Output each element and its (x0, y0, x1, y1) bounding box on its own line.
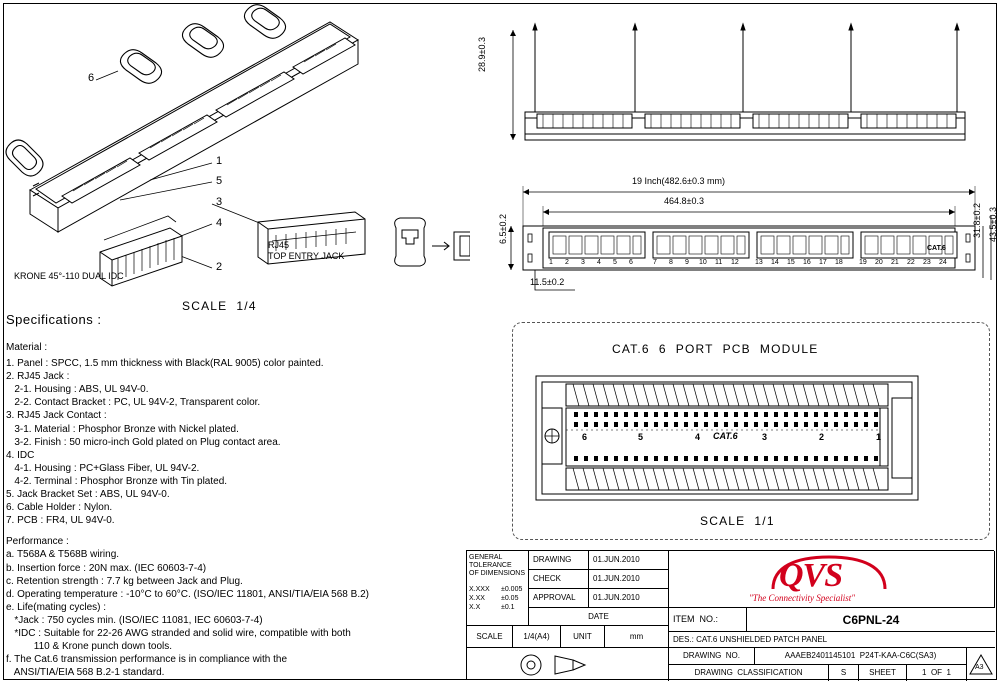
classification-value: S (829, 665, 859, 681)
port-num: 1 (549, 259, 553, 266)
sheet-size-cell (967, 648, 995, 681)
port-num: 10 (699, 259, 707, 266)
tol-key: X.XXX (469, 586, 490, 593)
item-no-label: ITEM NO.: (669, 608, 747, 632)
material-line: 1. Panel : SPCC, 1.5 mm thickness with Black(RAL 9005) color painted. (6, 358, 324, 370)
date-header: DATE (529, 608, 669, 626)
performance-line: 110 & Krone punch down tools. (6, 641, 173, 653)
unit-label: UNIT (561, 626, 605, 648)
module-port-num: 4 (695, 432, 701, 442)
port-num: 12 (731, 259, 739, 266)
iso-panel-view (0, 0, 470, 310)
projection-symbol-cell (467, 648, 669, 681)
general-tolerance-label: GENERAL TOLERANCE OF DIMENSIONS (469, 554, 526, 577)
drawing-no-label: DRAWING NO. (669, 648, 755, 665)
callout-5: 5 (216, 175, 223, 187)
row-value-check: 01.JUN.2010 (589, 570, 669, 589)
port-num: 19 (859, 259, 867, 266)
performance-line: e. Life(mating cycles) : (6, 601, 107, 613)
performance-line: c. Retention strength : 7.7 kg between Jack and Plug. (6, 575, 243, 587)
scale-value: 1/4(A4) (513, 626, 561, 648)
module-port-num: 5 (638, 432, 644, 442)
performance-line: *IDC : Suitable for 22-26 AWG stranded and solid wire, compatible with both (6, 627, 351, 639)
des-label: DES.: (673, 634, 694, 644)
performance-line: d. Operating temperature : -10°C to 60°C. (ISO/IEC 11801, ANSI/TIA/EIA 568 B.2) (6, 588, 369, 600)
material-line: 2. RJ45 Jack : (6, 371, 70, 383)
port-num: 18 (835, 259, 843, 266)
krone-idc-label: KRONE 45°-110 DUAL IDC (14, 271, 124, 281)
title-block (466, 550, 994, 680)
module-cat6-logo: CAT.6 (713, 431, 738, 441)
port-num: 3 (581, 259, 585, 266)
module-port-num: 6 (582, 432, 588, 442)
port-num: 7 (653, 259, 657, 266)
scale-main-label: SCALE 1/4 (182, 299, 257, 313)
sheet-value: 1 OF 1 (907, 665, 967, 681)
module-port-num: 2 (819, 432, 825, 442)
performance-line: b. Insertion force : 20N max. (IEC 60603-7-4) (6, 562, 207, 574)
port-num: 21 (891, 259, 899, 266)
brand-name: QVS (779, 557, 843, 594)
port-num: 4 (597, 259, 601, 266)
classification-label: DRAWING CLASSIFICATION (669, 665, 829, 681)
material-line: 5. Jack Bracket Set : ABS, UL 94V-0. (6, 489, 170, 501)
port-num: 14 (771, 259, 779, 266)
brand-logo-cell (669, 551, 995, 608)
module-title: CAT.6 6 PORT PCB MODULE (612, 342, 819, 356)
rj45-top-entry-label: RJ45 TOP ENTRY JACK (268, 240, 345, 261)
tol-key: X.X (469, 604, 481, 611)
material-heading: Material : (6, 342, 48, 353)
material-line: 4-1. Housing : PC+Glass Fiber, UL 94V-2. (6, 462, 200, 474)
port-num: 16 (803, 259, 811, 266)
material-line: 3-1. Material : Phosphor Bronze with Nickel plated. (6, 423, 239, 435)
des-row (669, 632, 995, 648)
cat6-mark: CAT.6 (927, 245, 946, 252)
material-line: 6. Cable Holder : Nylon. (6, 502, 113, 514)
module-port-num: 1 (876, 432, 882, 442)
material-line: 3-2. Finish : 50 micro-inch Gold plated on Plug contact area. (6, 436, 281, 448)
material-line: 3. RJ45 Jack Contact : (6, 410, 107, 422)
dim-464: 464.8±0.3 (664, 196, 704, 206)
callout-4: 4 (216, 217, 223, 229)
tol-val: ±0.1 (501, 604, 515, 611)
row-label-check: CHECK (529, 570, 589, 589)
dim-19inch: 19 Inch(482.6±0.3 mm) (632, 176, 725, 186)
material-line: 4-2. Terminal : Phosphor Bronze with Tin plated. (6, 475, 228, 487)
scale-module-label: SCALE 1/1 (700, 514, 775, 528)
port-num: 17 (819, 259, 827, 266)
row-value-drawing: 01.JUN.2010 (589, 551, 669, 570)
material-line: 7. PCB : FR4, UL 94V-0. (6, 515, 115, 527)
module-port-num: 3 (762, 432, 768, 442)
performance-heading: Performance : (6, 536, 69, 548)
port-num: 5 (613, 259, 617, 266)
material-line: 4. IDC (6, 449, 35, 461)
material-line: 2-2. Contact Bracket : PC, UL 94V-2, Transparent color. (6, 397, 261, 409)
callout-3: 3 (216, 196, 223, 208)
callout-1: 1 (216, 155, 223, 167)
module-port-numbers (582, 432, 912, 444)
port-num: 9 (685, 259, 689, 266)
front-elevation-view (505, 168, 995, 298)
specifications-block (6, 312, 466, 679)
port-num: 8 (669, 259, 673, 266)
port-num: 23 (923, 259, 931, 266)
row-label-approval: APPROVAL (529, 589, 589, 608)
specifications-heading: Specifications : (6, 312, 102, 327)
callout-6: 6 (88, 72, 95, 84)
port-num: 2 (565, 259, 569, 266)
tol-val: ±0.005 (501, 586, 523, 593)
dim-depth-65: 6.5±0.2 (498, 214, 508, 244)
dim-height-front: 28.9±0.3 (477, 37, 487, 72)
sheet-label: SHEET (859, 665, 907, 681)
item-no-value: C6PNL-24 (747, 608, 995, 632)
port-num: 15 (787, 259, 795, 266)
dim-right-435: 43.5±0.3 (988, 207, 998, 242)
performance-line: *Jack : 750 cycles min. (ISO/IEC 11081, IEC 60603-7-4) (6, 614, 263, 626)
unit-value: mm (605, 626, 669, 648)
port-num: 24 (939, 259, 947, 266)
brand-tagline: "The Connectivity Specialist" (749, 593, 856, 603)
port-number-row (549, 258, 949, 268)
port-num: 22 (907, 259, 915, 266)
row-value-approval: 01.JUN.2010 (589, 589, 669, 608)
port-num: 11 (715, 259, 723, 266)
sheet-size-label: A3 (975, 664, 984, 671)
performance-line: a. T568A & T568B wiring. (6, 549, 120, 561)
performance-line: f. The Cat.6 transmission performance is in compliance with the (6, 654, 288, 666)
tol-val: ±0.05 (501, 595, 519, 602)
performance-line: ANSI/TIA/EIA 568 B.2-1 standard. (6, 667, 165, 679)
material-line: 2-1. Housing : ABS, UL 94V-0. (6, 384, 149, 396)
drawing-no-value: AAAEB2401145101 P24T-KAA-C6C(SA3) (755, 648, 967, 665)
side-elevation-view (505, 20, 995, 160)
port-num: 6 (629, 259, 633, 266)
tol-key: X.XX (469, 595, 485, 602)
port-num: 13 (755, 259, 763, 266)
scale-label: SCALE (467, 626, 513, 648)
callout-2: 2 (216, 261, 223, 273)
dim-right-318: 31.8±0.2 (972, 203, 982, 238)
row-label-drawing: DRAWING (529, 551, 589, 570)
dim-bottom-115: 11.5±0.2 (530, 277, 565, 287)
port-num: 20 (875, 259, 883, 266)
des-value: CAT.6 UNSHIELDED PATCH PANEL (696, 634, 828, 644)
